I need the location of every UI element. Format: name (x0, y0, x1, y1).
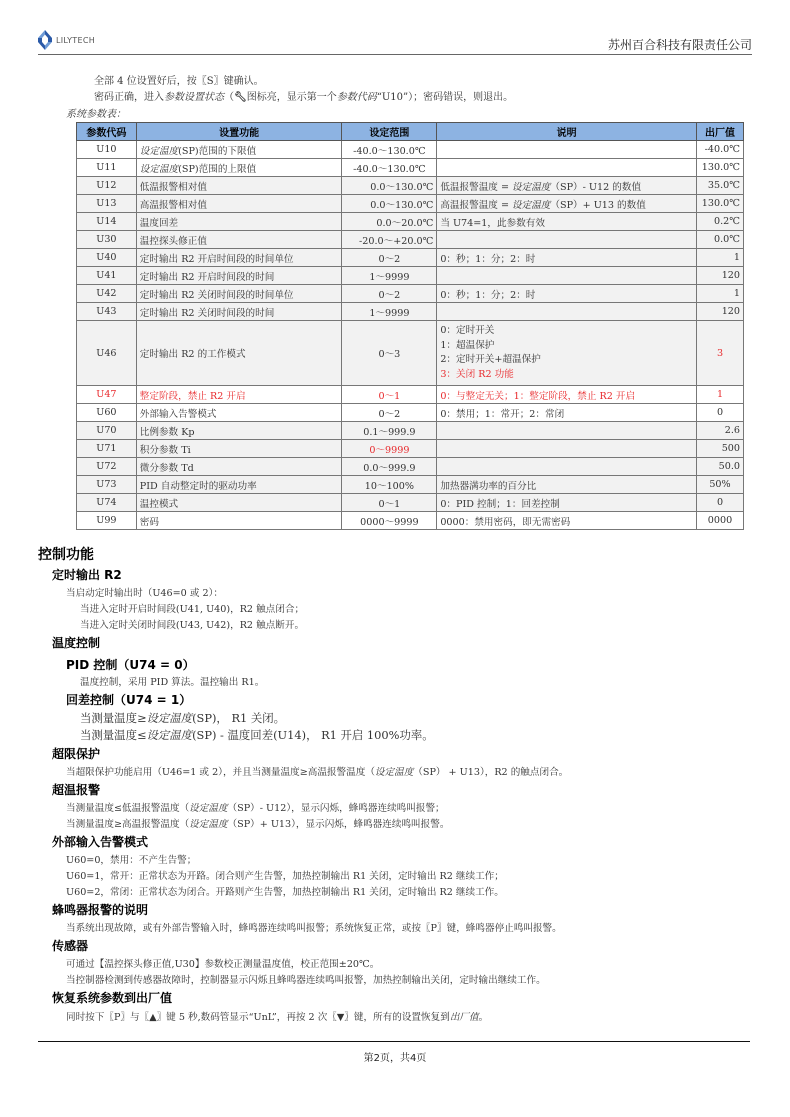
table-row (77, 195, 744, 213)
cell-function: 比例参数 Kp (136, 422, 342, 440)
subsection-pid-control: PID 控制（U74 = 0） (66, 658, 195, 672)
table-row (77, 494, 744, 512)
italic-term: 设定温度 (512, 199, 551, 211)
mode-option: 2：定时开关+超温保护 (440, 354, 541, 365)
cell-function: 定时输出 R2 开启时间段的时间单位 (136, 249, 342, 267)
footer-divider (38, 1041, 750, 1042)
timer-line-3: 当进入定时关闭时间段(U43, U42)，R2 触点断开。 (80, 620, 305, 631)
cell-default: 120 (696, 303, 743, 321)
page-header (38, 28, 752, 55)
italic-term: 参数代码 (336, 92, 377, 103)
cell-range: 0.0～130.0℃ (342, 177, 437, 195)
cell-default: 120 (696, 267, 743, 285)
col-header-range: 设定范围 (342, 123, 437, 141)
section-control-functions: 控制功能 (38, 547, 94, 563)
section-temperature-control: 温度控制 (52, 636, 101, 650)
cell-description (437, 267, 697, 285)
sensor-line-2: 当控制器检测到传感器故障时，控制器显示闪烁且蜂鸣器连续鸣叫报警，加热控制输出关闭，定时输出继续工作。 (66, 975, 546, 986)
cell-code: U72 (77, 458, 137, 476)
hysteresis-line-2 (80, 727, 434, 743)
cell-range: -40.0～130.0℃ (342, 159, 437, 177)
sensor-line-1: 可通过【温控探头修正值,U30】参数校正测量温度值，校正范围±20℃。 (66, 959, 380, 970)
cell-function: 外部输入告警模式 (136, 404, 342, 422)
cell-description: 当 U74=1，此参数有效 (437, 213, 697, 231)
parameter-table (76, 122, 744, 530)
italic-term: 参数设置状态 (164, 92, 224, 103)
italic-term: 设定温度 (146, 711, 193, 725)
text: 当测量温度≥ (80, 711, 147, 725)
section-buzzer-alarm: 蜂鸣器报警的说明 (52, 903, 149, 917)
mode-option: 1：超温保护 (440, 339, 495, 351)
cell-function: 定时输出 R2 关闭时间段的时间单位 (136, 285, 342, 303)
cell-range: 10～100% (342, 476, 437, 494)
cell-range: 0～2 (342, 285, 437, 303)
cell-range: 0～2 (342, 404, 437, 422)
cell-function: 密码 (136, 512, 342, 530)
cell-default: 1 (696, 285, 743, 303)
cell-default: 2.6 (696, 422, 743, 440)
cell-function: 温控探头修正值 (136, 231, 342, 249)
cell-range: 0～2 (342, 249, 437, 267)
cell-default: 500 (696, 440, 743, 458)
company-name: 苏州百合科技有限责任公司 (607, 38, 752, 52)
cell-description (437, 141, 697, 159)
text: （SP）+ U13），显示闪烁，蜂鸣器连续鸣叫报警。 (227, 819, 450, 830)
cell-description (437, 159, 697, 177)
alarm-line-1 (66, 800, 445, 814)
cell-description: 0：PID 控制；1：回差控制 (437, 494, 697, 512)
table-row (77, 267, 744, 285)
text: （SP）+ U13 的数值 (550, 199, 646, 211)
section-external-input-alarm: 外部输入告警模式 (52, 835, 149, 849)
over-limit-line-1 (66, 764, 568, 778)
text: 当测量温度≤ (80, 728, 147, 742)
section-over-limit-protection: 超限保护 (52, 747, 101, 761)
reset-line-1 (66, 1009, 488, 1023)
cell-default: 0.2℃ (696, 213, 743, 231)
cell-function (136, 159, 342, 177)
text: 低温报警温度 = (440, 181, 513, 193)
mode-option: 0：定时开关 (440, 325, 495, 336)
col-header-function: 设置功能 (136, 123, 342, 141)
cell-description (437, 303, 697, 321)
cell-default: 50% (696, 476, 743, 494)
text: 。 (478, 1012, 489, 1023)
cell-default: 0 (696, 494, 743, 512)
table-header-row (77, 123, 744, 141)
italic-term: 设定温度 (139, 145, 179, 157)
cell-function: 整定阶段，禁止 R2 开启 (136, 386, 342, 404)
text: (SP)范围的上限值 (178, 163, 257, 175)
cell-function: 定时输出 R2 关闭时间段的时间 (136, 303, 342, 321)
cell-range: 0～1 (342, 494, 437, 512)
cell-default: -40.0℃ (696, 141, 743, 159)
col-header-default: 出厂值 (696, 123, 743, 141)
italic-term: 设定温度 (189, 819, 228, 830)
table-row (77, 303, 744, 321)
text: “U10”）；密码错误，则退出。 (376, 92, 514, 103)
cell-range: -40.0～130.0℃ (342, 141, 437, 159)
intro-line-2 (94, 88, 513, 103)
italic-term: 设定温度 (189, 803, 228, 814)
cell-code: U30 (77, 231, 137, 249)
cell-description: 0：秒；1：分；2：时 (437, 249, 697, 267)
cell-range: 0.1～999.9 (342, 422, 437, 440)
cell-code: U42 (77, 285, 137, 303)
cell-range: -20.0～+20.0℃ (342, 231, 437, 249)
mode-option: 3：关闭 R2 功能 (440, 368, 514, 380)
cell-description: 0：禁用；1：常开；2：常闭 (437, 404, 697, 422)
cell-code: U70 (77, 422, 137, 440)
cell-code: U74 (77, 494, 137, 512)
cell-function: 定时输出 R2 的工作模式 (136, 321, 342, 386)
table-row (77, 249, 744, 267)
timer-line-1: 当启动定时输出时（U46=0 或 2）： (66, 588, 223, 599)
section-factory-reset: 恢复系统参数到出厂值 (52, 991, 173, 1005)
external-line-2: U60=1，常开：正常状态为开路。闭合则产生告警，加热控制输出 R1 关闭，定时输出 R2 继续工作； (66, 871, 504, 882)
col-header-code: 参数代码 (77, 123, 137, 141)
page-number: 第2页，共4页 (363, 1053, 427, 1064)
cell-range: 1～9999 (342, 267, 437, 285)
cell-code: U10 (77, 141, 137, 159)
timer-line-2: 当进入定时开启时间段(U41, U40)，R2 触点闭合； (80, 604, 305, 615)
table-row (77, 213, 744, 231)
cell-code: U73 (77, 476, 137, 494)
text: (SP)， R1 关闭。 (192, 711, 286, 725)
table-row (77, 231, 744, 249)
hysteresis-line-1 (80, 710, 285, 726)
cell-code: U41 (77, 267, 137, 285)
cell-code: U11 (77, 159, 137, 177)
text: (SP)范围的下限值 (178, 145, 257, 157)
cell-description (437, 195, 697, 213)
external-line-3: U60=2，常闭：正常状态为闭合。开路则产生告警，加热控制输出 R1 关闭，定时输出 R2 继续工作。 (66, 887, 504, 898)
cell-default: 0000 (696, 512, 743, 530)
table-row (77, 476, 744, 494)
cell-function: 温控模式 (136, 494, 342, 512)
table-row (77, 321, 744, 386)
cell-description (437, 422, 697, 440)
table-row (77, 159, 744, 177)
cell-default: 1 (696, 386, 743, 404)
table-row (77, 422, 744, 440)
company-logo (38, 30, 95, 50)
table-row (77, 386, 744, 404)
cell-function: 温度回差 (136, 213, 342, 231)
text: （SP） + U13），R2 的触点闭合。 (413, 767, 569, 778)
cell-code: U46 (77, 321, 137, 386)
cell-default: 0.0℃ (696, 231, 743, 249)
intro-line-1: 全部 4 位设置好后，按〖S〗键确认。 (94, 76, 264, 87)
cell-range: 0000～9999 (342, 512, 437, 530)
table-row (77, 458, 744, 476)
text: 图标亮，显示第一个 (246, 92, 337, 103)
cell-range: 0～9999 (342, 440, 437, 458)
text: 当超限保护功能启用（U46=1 或 2），并且当测量温度≥高温报警温度（ (66, 767, 375, 778)
table-row (77, 512, 744, 530)
logo-text: LILYTECH (56, 35, 96, 45)
subsection-hysteresis-control: 回差控制（U74 = 1） (66, 693, 192, 707)
italic-term: 设定温度 (374, 767, 414, 778)
cell-description (437, 458, 697, 476)
italic-term: 设定温度 (139, 163, 179, 175)
cell-default: 0 (696, 404, 743, 422)
external-line-1: U60=0，禁用：不产生告警； (66, 855, 197, 866)
table-caption: 系统参数表： (66, 109, 126, 120)
cell-default: 3 (696, 321, 743, 386)
cell-default: 130.0℃ (696, 159, 743, 177)
text: 密码正确，进入 (94, 92, 164, 103)
italic-term: 设定温度 (146, 728, 193, 742)
cell-function: 定时输出 R2 开启时间段的时间 (136, 267, 342, 285)
cell-description: 0000：禁用密码，即无需密码 (437, 512, 697, 530)
cell-code: U12 (77, 177, 137, 195)
text: （SP）- U12），显示闪烁，蜂鸣器连续鸣叫报警； (227, 803, 445, 814)
cell-description: 加热器满功率的百分比 (437, 476, 697, 494)
lilytech-logo-icon (38, 30, 52, 50)
text: 当测量温度≤低温报警温度（ (66, 803, 190, 814)
italic-term: 出厂值 (449, 1012, 479, 1023)
table-row (77, 285, 744, 303)
cell-default: 130.0℃ (696, 195, 743, 213)
text: （ (224, 92, 234, 103)
cell-range: 0.0～20.0℃ (342, 213, 437, 231)
table-row (77, 177, 744, 195)
table-row (77, 404, 744, 422)
table-row (77, 141, 744, 159)
buzzer-line-1: 当系统出现故障，或有外部告警输入时，蜂鸣器连续鸣叫报警；系统恢复正常，或按〖P〗键，蜂鸣器停止鸣叫报警。 (66, 923, 562, 934)
text: 高温报警温度 = (440, 199, 513, 211)
section-sensor: 传感器 (52, 939, 89, 953)
cell-code: U13 (77, 195, 137, 213)
cell-function: PID 自动整定时的驱动功率 (136, 476, 342, 494)
cell-code: U47 (77, 386, 137, 404)
cell-range: 0～3 (342, 321, 437, 386)
text: (SP) - 温度回差(U14)， R1 开启 100%功率。 (192, 728, 434, 742)
cell-code: U40 (77, 249, 137, 267)
alarm-line-2 (66, 816, 449, 830)
wrench-icon: 🔧︎ (234, 92, 247, 103)
cell-default: 1 (696, 249, 743, 267)
pid-line-1: 温度控制，采用 PID 算法。温控输出 R1。 (80, 677, 265, 688)
cell-description: 0：秒；1：分；2：时 (437, 285, 697, 303)
col-header-description: 说明 (437, 123, 697, 141)
cell-description: 0：与整定无关；1：整定阶段，禁止 R2 开启 (437, 386, 697, 404)
cell-description (437, 177, 697, 195)
cell-code: U43 (77, 303, 137, 321)
cell-default: 50.0 (696, 458, 743, 476)
text: 同时按下〖P〗与〖▲〗键 5 秒,数码管显示“UnL”，再按 2 次〖▼〗键，所有的设置恢复到 (66, 1012, 450, 1023)
cell-function: 积分参数 Ti (136, 440, 342, 458)
italic-term: 设定温度 (512, 181, 551, 193)
cell-default: 35.0℃ (696, 177, 743, 195)
section-temperature-alarm: 超温报警 (52, 783, 101, 797)
cell-function (136, 141, 342, 159)
cell-function: 高温报警相对值 (136, 195, 342, 213)
cell-code: U99 (77, 512, 137, 530)
cell-description (437, 440, 697, 458)
cell-description (437, 321, 697, 386)
table-row (77, 440, 744, 458)
cell-description (437, 231, 697, 249)
cell-range: 0～1 (342, 386, 437, 404)
cell-code: U14 (77, 213, 137, 231)
cell-code: U71 (77, 440, 137, 458)
cell-function: 微分参数 Td (136, 458, 342, 476)
section-timer-output: 定时输出 R2 (52, 568, 122, 582)
text: （SP）- U12 的数值 (550, 181, 642, 193)
text: 当测量温度≥高温报警温度（ (66, 819, 190, 830)
cell-function: 低温报警相对值 (136, 177, 342, 195)
cell-range: 1～9999 (342, 303, 437, 321)
cell-range: 0.0～130.0℃ (342, 195, 437, 213)
cell-code: U60 (77, 404, 137, 422)
cell-range: 0.0～999.9 (342, 458, 437, 476)
